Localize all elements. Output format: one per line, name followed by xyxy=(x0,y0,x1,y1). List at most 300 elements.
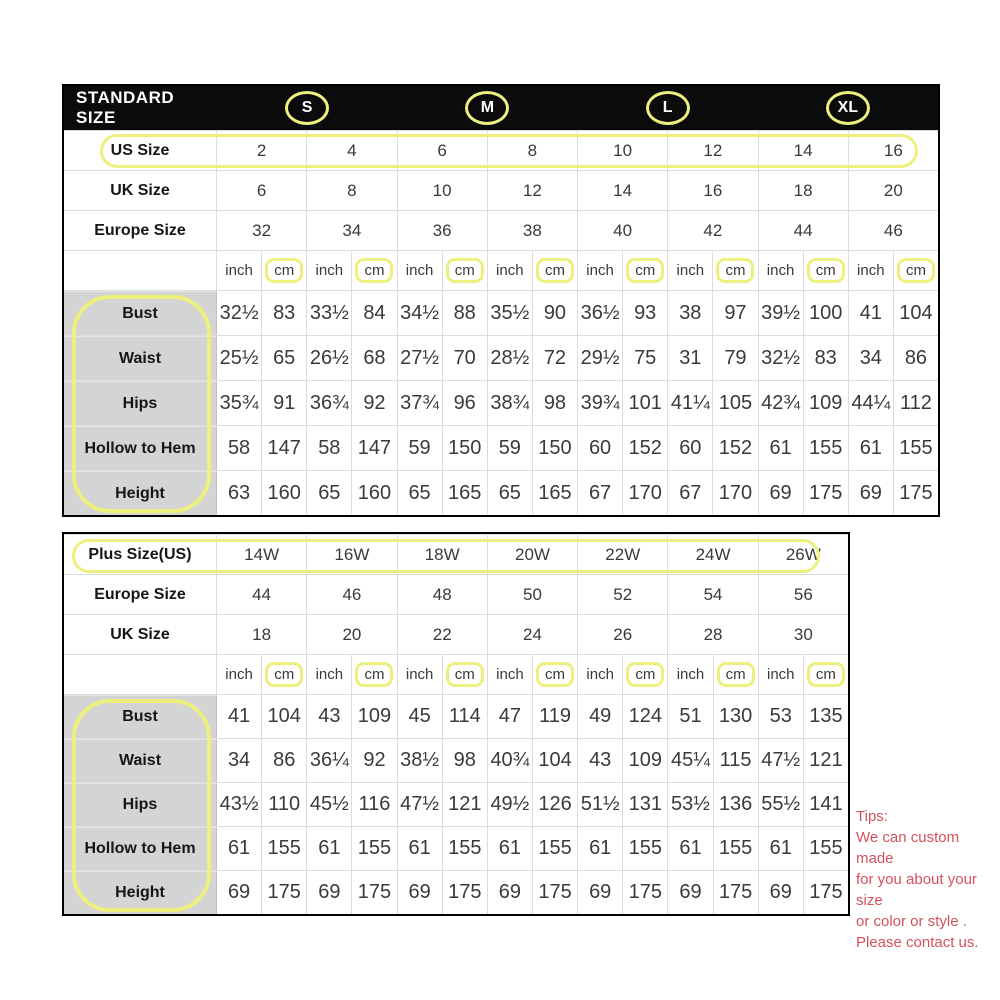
table-row xyxy=(64,210,938,250)
size-value-cell: 36 xyxy=(397,211,487,250)
measure-value-cell: 175 xyxy=(532,871,577,914)
row-cells xyxy=(217,575,848,614)
measure-value-cell: 31 xyxy=(667,336,712,380)
cm-label-highlight-box: cm xyxy=(897,258,935,283)
row-cells xyxy=(217,131,938,170)
row-label: US Size xyxy=(64,131,217,170)
cm-label-highlight-box: cm xyxy=(626,258,664,283)
row-label: Waist xyxy=(64,336,217,380)
measure-value-cell: 69 xyxy=(487,871,532,914)
measure-value-cell: 155 xyxy=(713,827,758,870)
measure-value-cell: 98 xyxy=(532,381,577,425)
plus-size-table xyxy=(62,532,850,916)
size-group-s xyxy=(217,86,397,130)
measure-value-cell: 126 xyxy=(532,783,577,826)
measure-value-cell: 34½ xyxy=(397,291,442,335)
standard-size-table xyxy=(62,84,940,517)
row-cells xyxy=(217,471,938,515)
row-label: Hips xyxy=(64,381,217,425)
size-badge-xl: XL xyxy=(826,91,870,125)
measure-value-cell: 58 xyxy=(306,426,351,470)
size-value-cell: 54 xyxy=(667,575,757,614)
measure-value-cell: 40¾ xyxy=(487,739,532,782)
measure-value-cell: 170 xyxy=(622,471,667,515)
measure-value-cell: 65 xyxy=(306,471,351,515)
measure-value-cell: 43 xyxy=(306,695,351,738)
size-value-cell: 52 xyxy=(577,575,667,614)
measure-value-cell: 42¾ xyxy=(758,381,803,425)
measure-value-cell: 175 xyxy=(803,471,848,515)
measure-value-cell: 43½ xyxy=(219,793,259,815)
table-row xyxy=(64,870,848,914)
measure-value-cell: 26½ xyxy=(306,336,351,380)
measure-value-cell: 155 xyxy=(351,827,396,870)
size-value-cell: 20 xyxy=(848,171,938,210)
measure-value-cell: 45¼ xyxy=(667,739,712,782)
size-value-cell: 4 xyxy=(306,131,396,170)
row-label: Hips xyxy=(64,783,217,826)
inch-label: inch xyxy=(586,666,614,683)
measure-value-cell: 104 xyxy=(261,695,306,738)
cm-label-highlight-box: cm xyxy=(265,258,303,283)
measure-value-cell: 100 xyxy=(803,291,848,335)
measure-value-cell: 155 xyxy=(532,827,577,870)
size-value-cell: 24W xyxy=(667,535,757,574)
measure-value-cell: 63 xyxy=(227,481,251,504)
standard-size-header xyxy=(64,86,938,130)
size-value-cell: 18 xyxy=(758,171,848,210)
size-value-cell: 10 xyxy=(577,131,667,170)
measure-value-cell: 68 xyxy=(351,336,396,380)
size-value-cell: 16W xyxy=(306,535,396,574)
measure-value-cell: 175 xyxy=(893,471,938,515)
table-row xyxy=(64,425,938,470)
size-badge-l: L xyxy=(646,91,690,125)
measure-value-cell: 39¾ xyxy=(577,381,622,425)
inch-label: inch xyxy=(315,666,344,683)
measure-value-cell: 150 xyxy=(442,426,487,470)
measure-value-cell: 69 xyxy=(667,871,712,914)
measure-value-cell: 90 xyxy=(532,291,577,335)
size-value-cell: 46 xyxy=(848,211,938,250)
measure-value-cell: 49½ xyxy=(487,783,532,826)
measure-value-cell: 155 xyxy=(803,827,848,870)
measure-value-cell: 116 xyxy=(351,783,396,826)
measure-value-cell: 175 xyxy=(442,871,487,914)
measure-value-cell: 155 xyxy=(442,827,487,870)
measure-value-cell: 32½ xyxy=(758,336,803,380)
size-value-cell: 14W xyxy=(244,544,280,564)
size-value-cell: 24 xyxy=(487,615,577,654)
size-value-cell: 46 xyxy=(306,575,396,614)
unit-cm-cell xyxy=(532,251,577,290)
row-label: Bust xyxy=(64,291,217,335)
table-row xyxy=(64,654,848,694)
standard-size-body xyxy=(64,130,938,515)
unit-cm-cell xyxy=(532,655,577,694)
inch-label: inch xyxy=(857,262,885,279)
measure-value-cell: 39½ xyxy=(758,291,803,335)
measure-value-cell: 175 xyxy=(713,871,758,914)
size-value-cell: 22 xyxy=(397,615,487,654)
measure-value-cell: 135 xyxy=(803,695,848,738)
row-cells xyxy=(217,739,848,782)
cm-label-highlight-box: cm xyxy=(626,662,664,687)
inch-label: inch xyxy=(496,262,524,279)
measure-value-cell: 69 xyxy=(577,871,622,914)
size-value-cell: 34 xyxy=(306,211,396,250)
measure-value-cell: 34 xyxy=(227,749,251,771)
size-value-cell: 26 xyxy=(577,615,667,654)
measure-value-cell: 65 xyxy=(487,471,532,515)
measure-value-cell: 155 xyxy=(261,827,306,870)
measure-value-cell: 61 xyxy=(577,827,622,870)
unit-inch-cell xyxy=(667,655,712,694)
row-label: Hollow to Hem xyxy=(64,426,217,470)
cm-label-highlight-box: cm xyxy=(536,258,574,283)
measure-value-cell: 44¼ xyxy=(848,381,893,425)
plus-size-body xyxy=(64,534,848,914)
table-row xyxy=(64,250,938,290)
cm-label-highlight-box: cm xyxy=(446,258,484,283)
measure-value-cell: 88 xyxy=(442,291,487,335)
table-row xyxy=(64,574,848,614)
row-label: UK Size xyxy=(64,171,217,210)
measure-value-cell: 25½ xyxy=(219,346,259,369)
measure-value-cell: 61 xyxy=(758,827,803,870)
inch-label: inch xyxy=(405,262,434,279)
size-group-l xyxy=(578,86,758,130)
measure-value-cell: 160 xyxy=(261,471,306,515)
measure-value-cell: 79 xyxy=(712,336,757,380)
size-value-cell: 10 xyxy=(397,171,487,210)
size-value-cell: 12 xyxy=(487,171,577,210)
size-value-cell: 38 xyxy=(487,211,577,250)
row-label: Plus Size(US) xyxy=(64,535,217,574)
measure-value-cell: 69 xyxy=(848,471,893,515)
row-label: Europe Size xyxy=(64,211,217,250)
unit-cm-cell xyxy=(803,655,848,694)
measure-value-cell: 84 xyxy=(351,291,396,335)
measure-value-cell: 86 xyxy=(893,336,938,380)
unit-cm-cell xyxy=(261,251,306,290)
tips-line-4: Please contact us. xyxy=(856,934,979,951)
measure-value-cell: 29½ xyxy=(577,336,622,380)
measure-value-cell: 92 xyxy=(351,739,396,782)
row-label: Waist xyxy=(64,739,217,782)
table-row xyxy=(64,534,848,574)
cm-label-highlight-box: cm xyxy=(355,258,393,283)
unit-cm-cell xyxy=(442,655,487,694)
row-label: Height xyxy=(64,471,217,515)
measure-value-cell: 51½ xyxy=(577,783,622,826)
unit-inch-cell xyxy=(577,655,622,694)
measure-value-cell: 121 xyxy=(442,783,487,826)
size-value-cell: 22W xyxy=(577,535,667,574)
size-value-cell: 18W xyxy=(397,535,487,574)
measure-value-cell: 175 xyxy=(803,871,848,914)
measure-value-cell: 27½ xyxy=(397,336,442,380)
size-value-cell: 14 xyxy=(758,131,848,170)
measure-value-cell: 37¾ xyxy=(397,381,442,425)
size-group-xl xyxy=(758,86,938,130)
unit-inch-cell xyxy=(487,251,532,290)
measure-value-cell: 69 xyxy=(227,881,251,903)
measure-value-cell: 124 xyxy=(622,695,667,738)
measure-value-cell: 165 xyxy=(442,471,487,515)
unit-inch-cell xyxy=(306,655,351,694)
measure-value-cell: 147 xyxy=(261,426,306,470)
measure-value-cell: 97 xyxy=(712,291,757,335)
measure-value-cell: 59 xyxy=(487,426,532,470)
inch-label: inch xyxy=(315,262,344,279)
size-value-cell: 28 xyxy=(667,615,757,654)
row-cells xyxy=(217,211,938,250)
table-row xyxy=(64,290,938,335)
measure-value-cell: 47½ xyxy=(397,783,442,826)
unit-cm-cell xyxy=(893,251,938,290)
measure-value-cell: 61 xyxy=(227,837,251,859)
table-row xyxy=(64,170,938,210)
unit-inch-cell xyxy=(217,251,261,290)
measure-value-cell: 70 xyxy=(442,336,487,380)
measure-value-cell: 109 xyxy=(351,695,396,738)
measure-value-cell: 130 xyxy=(713,695,758,738)
size-value-cell: 20W xyxy=(487,535,577,574)
cm-label-highlight-box: cm xyxy=(446,662,484,687)
measure-value-cell: 35¾ xyxy=(219,391,259,414)
measure-value-cell: 69 xyxy=(397,871,442,914)
size-value-cell: 6 xyxy=(397,131,487,170)
measure-value-cell: 141 xyxy=(803,783,848,826)
size-value-cell: 40 xyxy=(577,211,667,250)
tips-line-3: or color or style . xyxy=(856,913,967,930)
measure-value-cell: 32½ xyxy=(219,301,259,324)
measure-value-cell: 150 xyxy=(532,426,577,470)
table-row xyxy=(64,826,848,870)
measure-value-cell: 109 xyxy=(622,739,667,782)
measure-value-cell: 53½ xyxy=(667,783,712,826)
measure-value-cell: 104 xyxy=(893,291,938,335)
cm-label-highlight-box: cm xyxy=(717,662,755,687)
measure-value-cell: 98 xyxy=(442,739,487,782)
size-badge-s: S xyxy=(285,91,329,125)
size-value-cell: 12 xyxy=(667,131,757,170)
measure-value-cell: 61 xyxy=(667,827,712,870)
inch-label: inch xyxy=(405,666,434,683)
unit-cm-cell xyxy=(442,251,487,290)
table-row xyxy=(64,130,938,170)
measure-value-cell: 109 xyxy=(803,381,848,425)
size-value-cell: 2 xyxy=(256,140,267,160)
row-cells xyxy=(217,535,848,574)
measure-value-cell: 38¾ xyxy=(487,381,532,425)
cm-label-highlight-box: cm xyxy=(716,258,754,283)
measure-value-cell: 152 xyxy=(622,426,667,470)
measure-value-cell: 155 xyxy=(803,426,848,470)
unit-cm-cell xyxy=(803,251,848,290)
row-cells xyxy=(217,783,848,826)
row-label: Europe Size xyxy=(64,575,217,614)
measure-value-cell: 28½ xyxy=(487,336,532,380)
measure-value-cell: 33½ xyxy=(306,291,351,335)
measure-value-cell: 41 xyxy=(848,291,893,335)
row-label xyxy=(64,655,217,694)
measure-value-cell: 91 xyxy=(261,381,306,425)
size-value-cell: 32 xyxy=(252,220,272,240)
tips-title: Tips: xyxy=(856,808,888,825)
unit-cm-cell xyxy=(712,251,757,290)
measure-value-cell: 155 xyxy=(893,426,938,470)
measure-value-cell: 65 xyxy=(261,336,306,380)
table-row xyxy=(64,614,848,654)
row-cells xyxy=(217,381,938,425)
measure-value-cell: 34 xyxy=(848,336,893,380)
measure-value-cell: 119 xyxy=(532,695,577,738)
size-value-cell: 14 xyxy=(577,171,667,210)
standard-size-title: STANDARD SIZE xyxy=(76,88,175,127)
cm-label-highlight-box: cm xyxy=(265,662,303,687)
size-value-cell: 50 xyxy=(487,575,577,614)
table-row xyxy=(64,738,848,782)
table-row xyxy=(64,335,938,380)
unit-cm-cell xyxy=(713,655,758,694)
size-group-m xyxy=(397,86,577,130)
size-value-cell: 16 xyxy=(667,171,757,210)
measure-value-cell: 75 xyxy=(622,336,667,380)
measure-value-cell: 45 xyxy=(397,695,442,738)
size-value-cell: 48 xyxy=(397,575,487,614)
measure-value-cell: 61 xyxy=(306,827,351,870)
measure-value-cell: 35½ xyxy=(487,291,532,335)
size-value-cell: 30 xyxy=(758,615,848,654)
measure-value-cell: 67 xyxy=(577,471,622,515)
size-value-cell: 42 xyxy=(667,211,757,250)
row-label xyxy=(64,251,217,290)
measure-value-cell: 43 xyxy=(577,739,622,782)
unit-inch-cell xyxy=(306,251,351,290)
cm-label-highlight-box: cm xyxy=(355,662,393,687)
measure-value-cell: 60 xyxy=(577,426,622,470)
cm-label-highlight-box: cm xyxy=(536,662,574,687)
unit-cm-cell xyxy=(622,251,667,290)
row-cells xyxy=(217,251,938,290)
measure-value-cell: 175 xyxy=(261,871,306,914)
measure-value-cell: 67 xyxy=(667,471,712,515)
measure-value-cell: 136 xyxy=(713,783,758,826)
measure-value-cell: 55½ xyxy=(758,783,803,826)
table-row xyxy=(64,782,848,826)
row-cells xyxy=(217,615,848,654)
size-value-cell: 8 xyxy=(487,131,577,170)
cm-label-highlight-box: cm xyxy=(807,258,845,283)
measure-value-cell: 72 xyxy=(532,336,577,380)
unit-inch-cell xyxy=(758,655,803,694)
size-value-cell: 6 xyxy=(256,180,267,200)
table-row xyxy=(64,470,938,515)
unit-inch-cell xyxy=(487,655,532,694)
measure-value-cell: 58 xyxy=(227,436,251,459)
size-value-cell: 44 xyxy=(252,584,272,604)
measure-value-cell: 83 xyxy=(261,291,306,335)
measure-value-cell: 114 xyxy=(442,695,487,738)
row-label: UK Size xyxy=(64,615,217,654)
row-cells xyxy=(217,336,938,380)
row-cells xyxy=(217,426,938,470)
unit-inch-cell xyxy=(848,251,893,290)
size-value-cell: 8 xyxy=(306,171,396,210)
measure-value-cell: 175 xyxy=(351,871,396,914)
size-value-cell: 56 xyxy=(758,575,848,614)
measure-value-cell: 65 xyxy=(397,471,442,515)
measure-value-cell: 53 xyxy=(758,695,803,738)
measure-value-cell: 160 xyxy=(351,471,396,515)
inch-label: inch xyxy=(676,666,705,683)
tips-line-1: We can custom made xyxy=(856,829,960,867)
measure-value-cell: 96 xyxy=(442,381,487,425)
unit-inch-cell xyxy=(397,251,442,290)
measure-value-cell: 36¼ xyxy=(306,739,351,782)
unit-inch-cell xyxy=(577,251,622,290)
tips-note xyxy=(856,806,1000,953)
table-row xyxy=(64,694,848,738)
measure-value-cell: 105 xyxy=(712,381,757,425)
tips-line-2: for you about your size xyxy=(856,871,977,909)
unit-inch-cell xyxy=(397,655,442,694)
row-cells xyxy=(217,291,938,335)
measure-value-cell: 147 xyxy=(351,426,396,470)
measure-value-cell: 69 xyxy=(758,471,803,515)
inch-label: inch xyxy=(766,666,795,683)
measure-value-cell: 59 xyxy=(397,426,442,470)
unit-cm-cell xyxy=(261,655,306,694)
unit-cm-cell xyxy=(351,655,396,694)
measure-value-cell: 69 xyxy=(306,871,351,914)
size-value-cell: 18 xyxy=(252,624,272,644)
size-group-labels xyxy=(217,86,938,130)
unit-inch-cell xyxy=(217,655,261,694)
measure-value-cell: 121 xyxy=(803,739,848,782)
measure-value-cell: 61 xyxy=(848,426,893,470)
measure-value-cell: 131 xyxy=(622,783,667,826)
measure-value-cell: 41 xyxy=(227,705,251,727)
row-cells xyxy=(217,695,848,738)
measure-value-cell: 38½ xyxy=(397,739,442,782)
inch-label: inch xyxy=(225,262,253,279)
measure-value-cell: 61 xyxy=(758,426,803,470)
measure-value-cell: 83 xyxy=(803,336,848,380)
inch-label: inch xyxy=(496,666,524,683)
measure-value-cell: 41¼ xyxy=(667,381,712,425)
row-cells xyxy=(217,871,848,914)
measure-value-cell: 152 xyxy=(712,426,757,470)
unit-cm-cell xyxy=(622,655,667,694)
measure-value-cell: 115 xyxy=(713,739,758,782)
measure-value-cell: 38 xyxy=(667,291,712,335)
inch-label: inch xyxy=(676,262,705,279)
measure-value-cell: 45½ xyxy=(306,783,351,826)
measure-value-cell: 104 xyxy=(532,739,577,782)
measure-value-cell: 60 xyxy=(667,426,712,470)
size-value-cell: 20 xyxy=(306,615,396,654)
measure-value-cell: 36¾ xyxy=(306,381,351,425)
table-row xyxy=(64,380,938,425)
unit-inch-cell xyxy=(758,251,803,290)
measure-value-cell: 61 xyxy=(487,827,532,870)
measure-value-cell: 86 xyxy=(261,739,306,782)
measure-value-cell: 165 xyxy=(532,471,577,515)
inch-label: inch xyxy=(586,262,614,279)
